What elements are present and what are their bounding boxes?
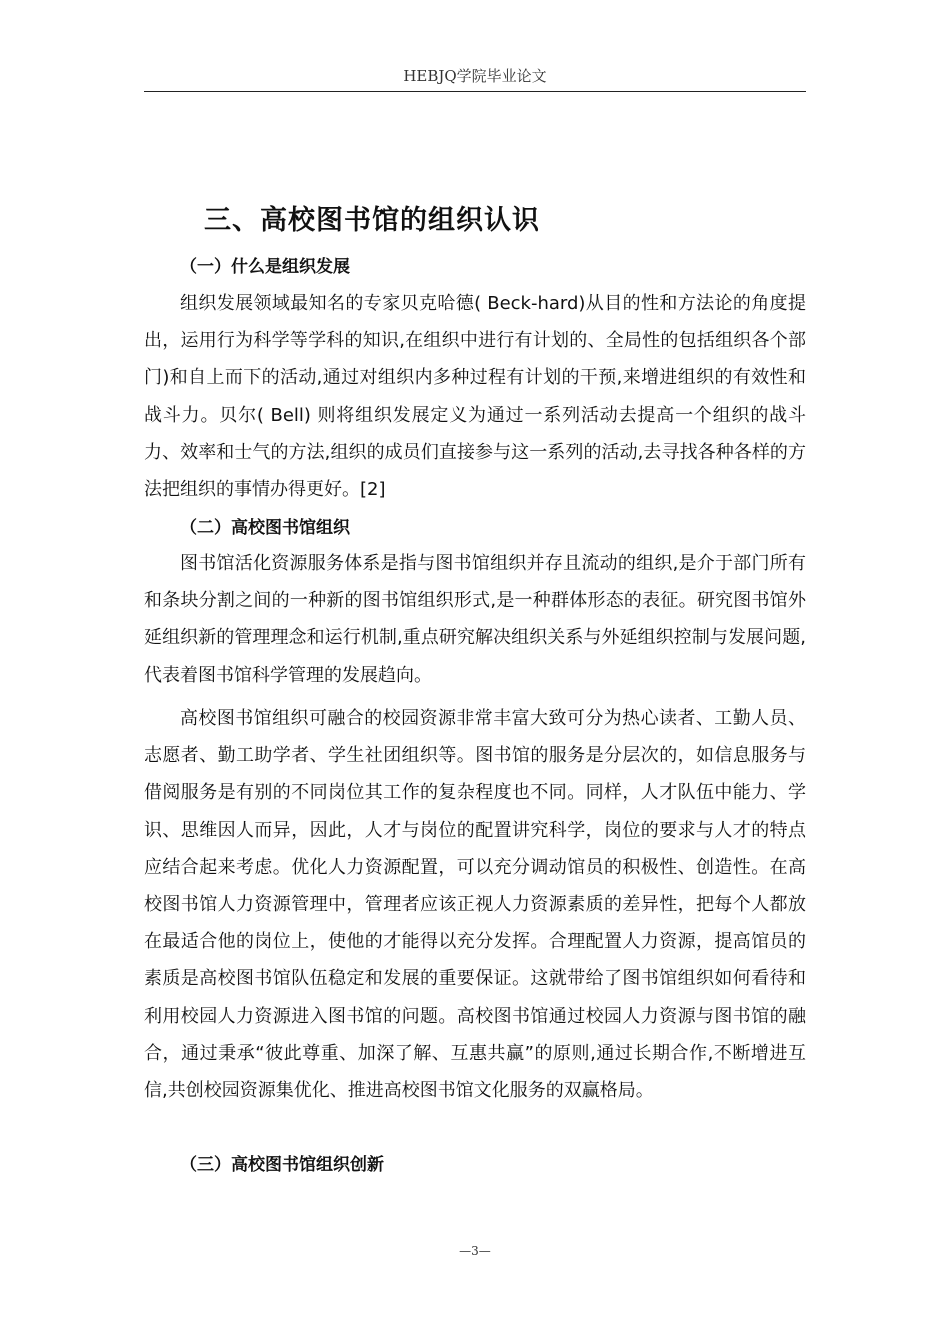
chapter-title: 三、高校图书馆的组织认识 bbox=[204, 205, 540, 236]
running-header: HEBJQ学院毕业论文 bbox=[403, 67, 547, 85]
section-heading-2: （二）高校图书馆组织 bbox=[180, 518, 350, 538]
paragraph-2: 图书馆活化资源服务体系是指与图书馆组织并存且流动的组织,是介于部门所有和条块分割之间的一种新的图书馆组织形式,是一种群体形态的表征。研究图书馆外延组织新的管理理念和运行机制,重点研究解决组织关系与外延组织控制与发展问题,代表着图书馆科学管理的发展趋向。 bbox=[144, 553, 806, 686]
page-number: —3— bbox=[459, 1244, 491, 1258]
header-divider bbox=[144, 91, 806, 92]
section-heading-1: （一）什么是组织发展 bbox=[180, 257, 350, 277]
section-heading-3: （三）高校图书馆组织创新 bbox=[180, 1155, 384, 1175]
paragraph-3: 高校图书馆组织可融合的校园资源非常丰富大致可分为热心读者、工勤人员、志愿者、勤工助学者、学生社团组织等。图书馆的服务是分层次的，如信息服务与借阅服务是有别的不同岗位其工作的复杂程度也不同。同样，人才队伍中能力、学识、思维因人而异，因此，人才与岗位的配置讲究科学，岗位的要求与人才的特点应结合起来考虑。优化人力资源配置，可以充分调动馆员的积极性、创造性。在高校图书馆人力资源管理中，管理者应该正视人力资源素质的差异性，把每个人都放在最适合他的岗位上，使他的才能得以充分发挥。合理配置人力资源，提高馆员的素质是高校图书馆队伍稳定和发展的重要保证。这就带给了图书馆组织如何看待和利用校园人力资源进入图书馆的问题。高校图书馆通过校园人力资源与图书馆的融合，通过秉承“彼此尊重、加深了解、互惠共赢”的原则,通过长期合作,不断增进互信,共创校园资源集优化、推进高校图书馆文化服务的双赢格局。 bbox=[144, 708, 806, 1102]
paragraph-1: 组织发展领域最知名的专家贝克哈德( Beck-hard)从目的性和方法论的角度提出，运用行为科学等学科的知识,在组织中进行有计划的、全局性的包括组织各个部门)和自上而下的活动,通过对组织内多种过程有计划的干预,来增进组织的有效性和战斗力。贝尔( Bell) 则将组织发展定义为通过一系列活动去提高一个组织的战斗力、效率和士气的方法,组织的成员们直接参与这一系列的活动,去寻找各种各样的方法把组织的事情办得更好。[2] bbox=[144, 293, 806, 501]
